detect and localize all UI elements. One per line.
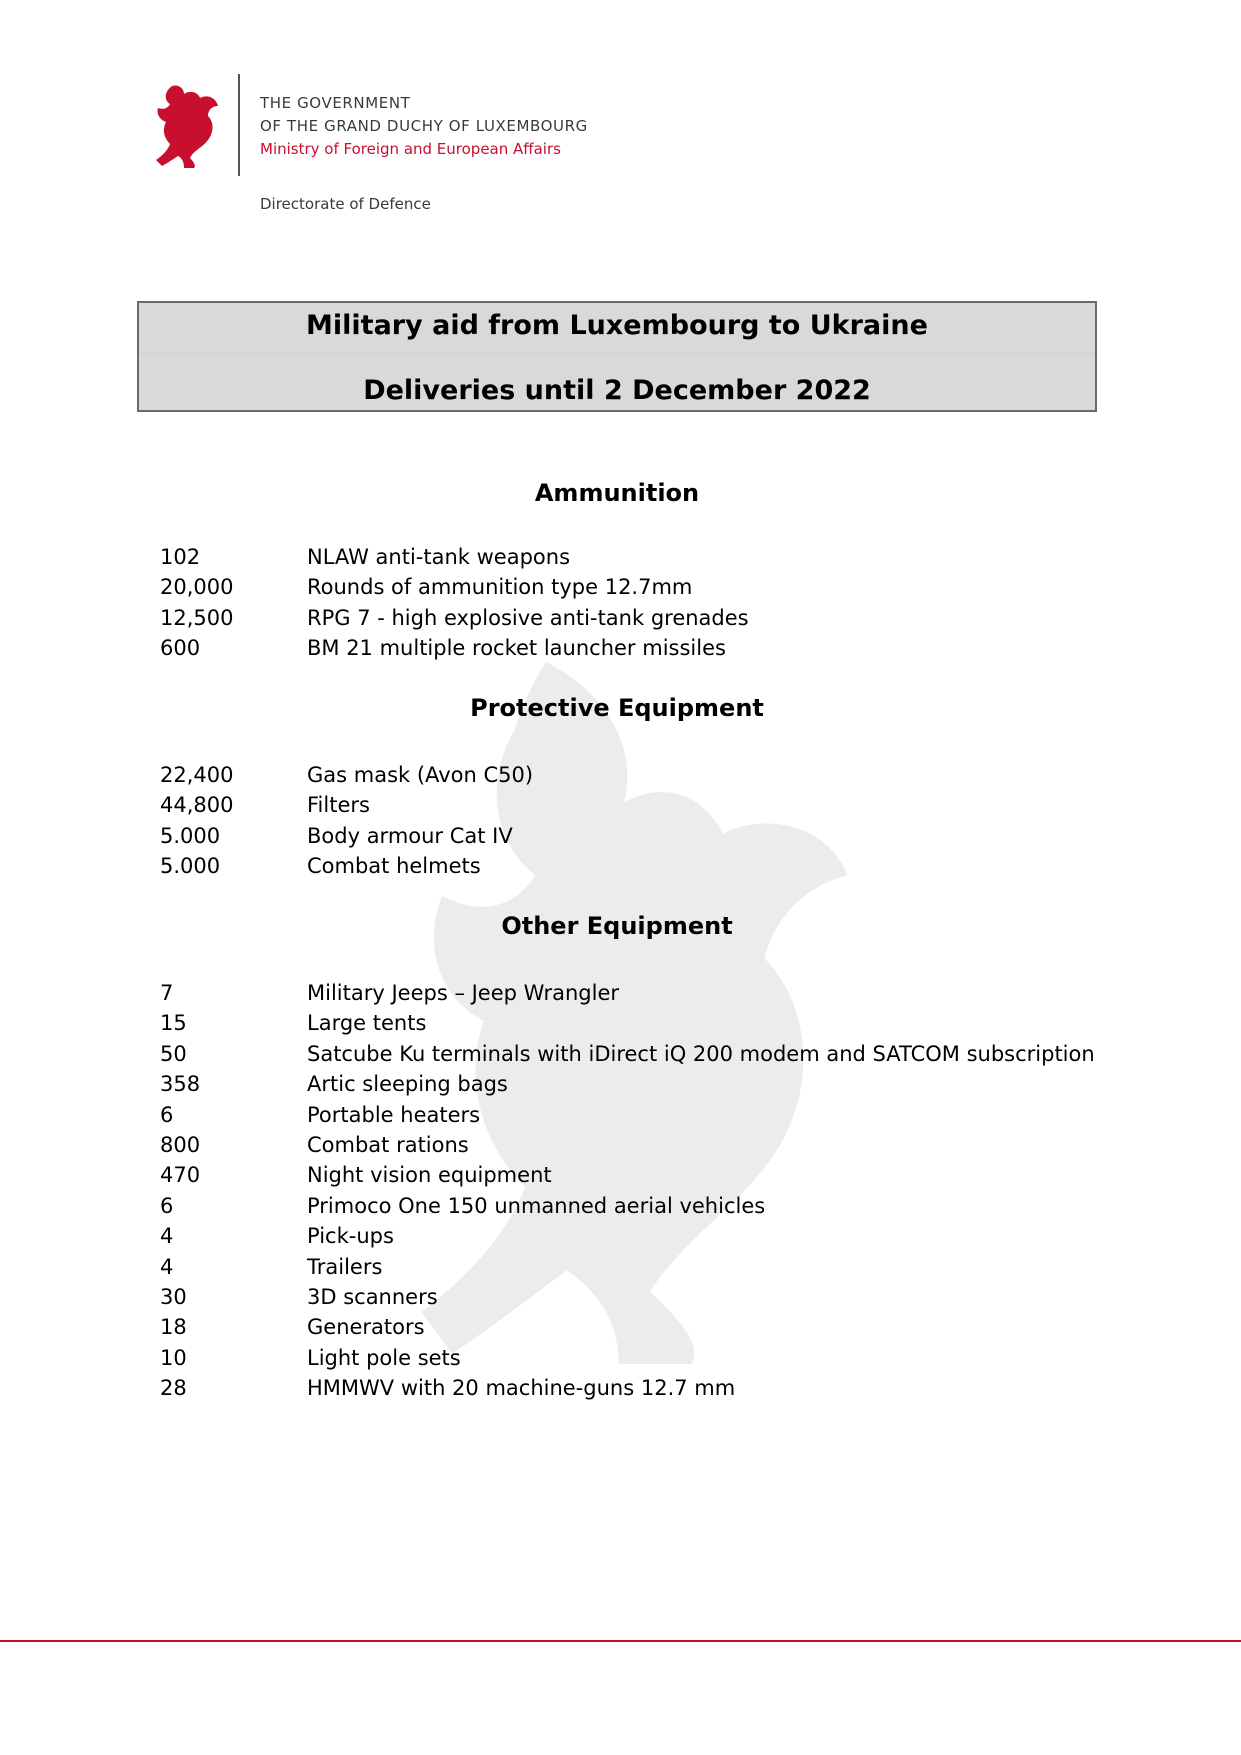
item-description: Light pole sets: [307, 1345, 461, 1370]
list-item: [160, 1069, 1100, 1099]
list-item: [160, 1221, 1100, 1251]
item-quantity: 800: [160, 1132, 201, 1157]
list-item: [160, 821, 1100, 851]
item-quantity: 28: [160, 1376, 187, 1401]
directorate-name: Directorate of Defence: [260, 195, 431, 213]
ammunition-list: [160, 542, 1100, 664]
list-item: [160, 790, 1100, 820]
item-description: NLAW anti-tank weapons: [307, 545, 571, 569]
list-item: [160, 1100, 1100, 1130]
section-heading-ammunition: Ammunition: [534, 479, 700, 507]
list-item: [160, 760, 1100, 790]
item-description: Artic sleeping bags: [307, 1072, 508, 1097]
government-line-2: OF THE GRAND DUCHY OF LUXEMBOURG: [260, 117, 588, 135]
item-description: Large tents: [307, 1011, 427, 1036]
item-description: Body armour Cat IV: [307, 823, 513, 848]
item-description: Combat helmets: [307, 854, 481, 879]
item-description: HMMWV with 20 machine-guns 12.7 mm: [307, 1376, 736, 1401]
footer-red-rule: [0, 1640, 1241, 1642]
item-description: Military Jeeps – Jeep Wrangler: [307, 981, 620, 1005]
section-heading-other-equipment: Other Equipment: [501, 912, 733, 940]
item-quantity: 600: [160, 636, 201, 661]
section-heading-protective-equipment: Protective Equipment: [470, 694, 764, 722]
item-quantity: 358: [160, 1072, 201, 1097]
list-item: [160, 851, 1100, 881]
list-item: [160, 1252, 1100, 1282]
item-quantity: 4: [160, 1224, 174, 1249]
item-description: 3D scanners: [307, 1284, 438, 1309]
item-quantity: 10: [160, 1345, 187, 1370]
item-description: Pick-ups: [307, 1224, 394, 1249]
item-quantity: 50: [160, 1041, 187, 1066]
list-item: [160, 1008, 1100, 1038]
list-item: [160, 978, 1100, 1008]
item-quantity: 4: [160, 1254, 174, 1279]
item-description: Trailers: [307, 1254, 383, 1279]
ministry-name: Ministry of Foreign and European Affairs: [260, 140, 561, 158]
item-description: RPG 7 - high explosive anti-tank grenades: [307, 605, 749, 630]
list-item: [160, 1282, 1100, 1312]
document-subtitle: Deliveries until 2 December 2022: [363, 375, 871, 406]
item-quantity: 12,500: [160, 605, 234, 630]
list-item: [160, 1312, 1100, 1342]
list-item: [160, 633, 1100, 663]
protective-equipment-list: [160, 760, 1100, 882]
list-item: [160, 1343, 1100, 1373]
title-separator: [139, 353, 1095, 354]
item-quantity: 30: [160, 1284, 187, 1309]
list-item: [160, 572, 1100, 602]
item-quantity: 470: [160, 1163, 201, 1188]
item-description: Gas mask (Avon C50): [307, 763, 534, 787]
header-divider: [238, 74, 240, 176]
item-quantity: 44,800: [160, 793, 234, 818]
item-quantity: 102: [160, 545, 201, 569]
item-quantity: 5.000: [160, 854, 221, 879]
item-description: Combat rations: [307, 1132, 469, 1157]
item-quantity: 6: [160, 1102, 174, 1127]
item-quantity: 20,000: [160, 575, 234, 600]
item-quantity: 18: [160, 1315, 187, 1340]
list-item: [160, 603, 1100, 633]
item-description: Filters: [307, 793, 370, 818]
item-quantity: 6: [160, 1193, 174, 1218]
item-quantity: 22,400: [160, 763, 234, 787]
title-box: [137, 301, 1097, 412]
item-description: Satcube Ku terminals with iDirect iQ 200 modem and SATCOM subscription: [307, 1041, 1095, 1066]
government-line-1: THE GOVERNMENT: [260, 94, 411, 112]
item-description: Night vision equipment: [307, 1163, 552, 1188]
red-lion-logo-icon: [152, 82, 222, 168]
list-item: [160, 1039, 1100, 1069]
list-item: [160, 1130, 1100, 1160]
item-description: Generators: [307, 1315, 425, 1340]
government-letterhead: [260, 92, 588, 161]
item-description: Primoco One 150 unmanned aerial vehicles: [307, 1193, 766, 1218]
list-item: [160, 1191, 1100, 1221]
item-quantity: 5.000: [160, 823, 221, 848]
document-title: Military aid from Luxembourg to Ukraine: [306, 310, 928, 341]
list-item: [160, 1160, 1100, 1190]
item-description: BM 21 multiple rocket launcher missiles: [307, 636, 726, 661]
list-item: [160, 542, 1100, 572]
item-quantity: 15: [160, 1011, 187, 1036]
item-description: Rounds of ammunition type 12.7mm: [307, 575, 693, 600]
item-quantity: 7: [160, 981, 174, 1005]
list-item: [160, 1373, 1100, 1403]
other-equipment-list: [160, 978, 1100, 1403]
item-description: Portable heaters: [307, 1102, 481, 1127]
